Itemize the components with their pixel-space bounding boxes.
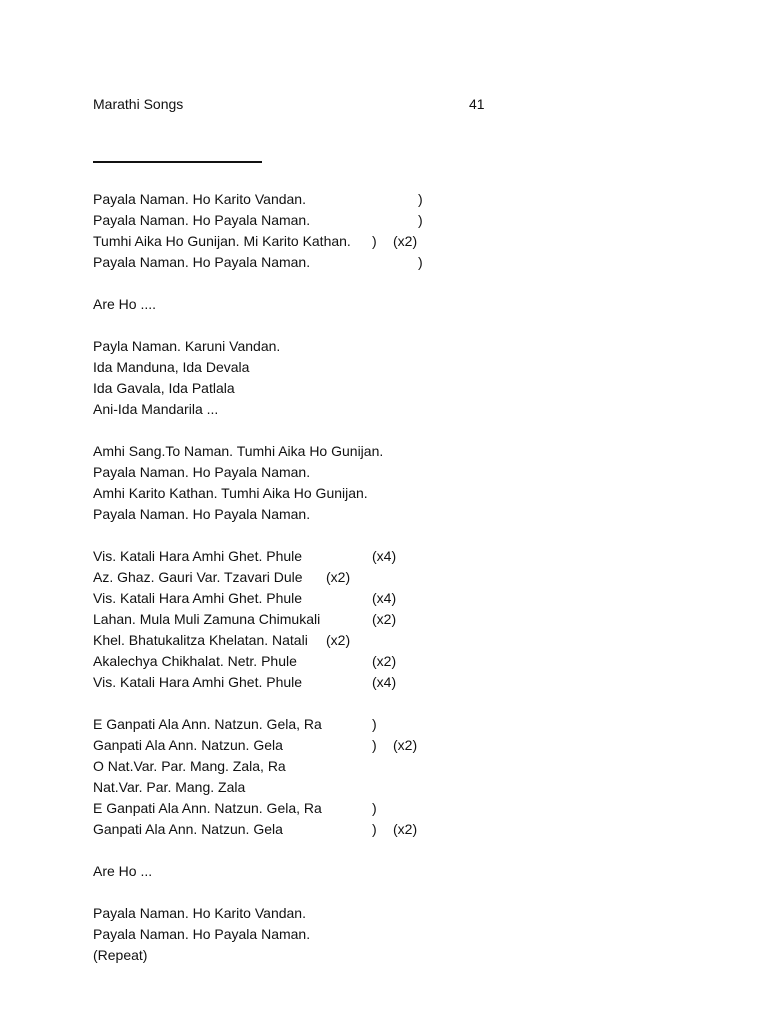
lyric-line: Payala Naman. Ho Payala Naman. xyxy=(93,254,311,270)
lyric-line: Are Ho .... xyxy=(93,296,157,312)
bracket-mark: ) xyxy=(372,233,377,249)
lyric-line: Ani-Ida Mandarila ... xyxy=(93,401,219,417)
lyric-line: Amhi Karito Kathan. Tumhi Aika Ho Gunijan. xyxy=(93,485,368,501)
repeat-mark: (x2) xyxy=(393,821,418,837)
repeat-mark: (x2) xyxy=(393,737,418,753)
lyric-line: Payala Naman. Ho Payala Naman. xyxy=(93,464,311,480)
lyric-line: Payala Naman. Ho Karito Vandan. xyxy=(93,191,306,207)
lyric-line: Tumhi Aika Ho Gunijan. Mi Karito Kathan. xyxy=(93,233,351,249)
lyric-line: O Nat.Var. Par. Mang. Zala, Ra xyxy=(93,758,286,774)
lyric-line: Vis. Katali Hara Amhi Ghet. Phule xyxy=(93,674,303,690)
lyric-line: Nat.Var. Par. Mang. Zala xyxy=(93,779,246,795)
lyric-line: Amhi Sang.To Naman. Tumhi Aika Ho Gunijan. xyxy=(93,443,384,459)
repeat-mark: (x4) xyxy=(372,674,397,690)
bracket-mark: ) xyxy=(372,821,377,837)
document-title: Marathi Songs xyxy=(93,96,184,112)
lyric-line: Payala Naman. Ho Payala Naman. xyxy=(93,506,311,522)
bracket-mark: ) xyxy=(418,254,423,270)
lyric-line: Are Ho ... xyxy=(93,863,153,879)
repeat-mark: (x4) xyxy=(372,548,397,564)
lyric-line: Payala Naman. Ho Karito Vandan. xyxy=(93,905,306,921)
lyric-line: Ida Gavala, Ida Patlala xyxy=(93,380,235,396)
lyric-line: Payla Naman. Karuni Vandan. xyxy=(93,338,281,354)
lyric-line: Vis. Katali Hara Amhi Ghet. Phule xyxy=(93,548,303,564)
repeat-note: (Repeat) xyxy=(93,947,148,963)
separator-rule xyxy=(93,161,262,163)
lyric-line: Payala Naman. Ho Payala Naman. xyxy=(93,926,311,942)
lyric-line: Vis. Katali Hara Amhi Ghet. Phule xyxy=(93,590,303,606)
repeat-mark: (x2) xyxy=(372,611,397,627)
lyric-line: Ganpati Ala Ann. Natzun. Gela xyxy=(93,737,283,753)
bracket-mark: ) xyxy=(418,191,423,207)
lyric-line: Ganpati Ala Ann. Natzun. Gela xyxy=(93,821,283,837)
bracket-mark: ) xyxy=(372,800,377,816)
bracket-mark: ) xyxy=(418,212,423,228)
bracket-mark: ) xyxy=(372,716,377,732)
lyric-line: Lahan. Mula Muli Zamuna Chimukali xyxy=(93,611,321,627)
lyric-line: Akalechya Chikhalat. Netr. Phule xyxy=(93,653,297,669)
lyric-line: Payala Naman. Ho Payala Naman. xyxy=(93,212,311,228)
lyric-line: E Ganpati Ala Ann. Natzun. Gela, Ra xyxy=(93,716,322,732)
repeat-mark: (x2) xyxy=(372,653,397,669)
lyric-line: Ida Manduna, Ida Devala xyxy=(93,359,250,375)
repeat-mark: (x4) xyxy=(372,590,397,606)
repeat-mark: (x2) xyxy=(326,632,351,648)
lyric-line: Khel. Bhatukalitza Khelatan. Natali xyxy=(93,632,308,648)
repeat-mark: (x2) xyxy=(326,569,351,585)
lyric-line: Az. Ghaz. Gauri Var. Tzavari Dule xyxy=(93,569,303,585)
page-number: 41 xyxy=(469,96,485,112)
repeat-mark: (x2) xyxy=(393,233,418,249)
lyric-line: E Ganpati Ala Ann. Natzun. Gela, Ra xyxy=(93,800,322,816)
bracket-mark: ) xyxy=(372,737,377,753)
